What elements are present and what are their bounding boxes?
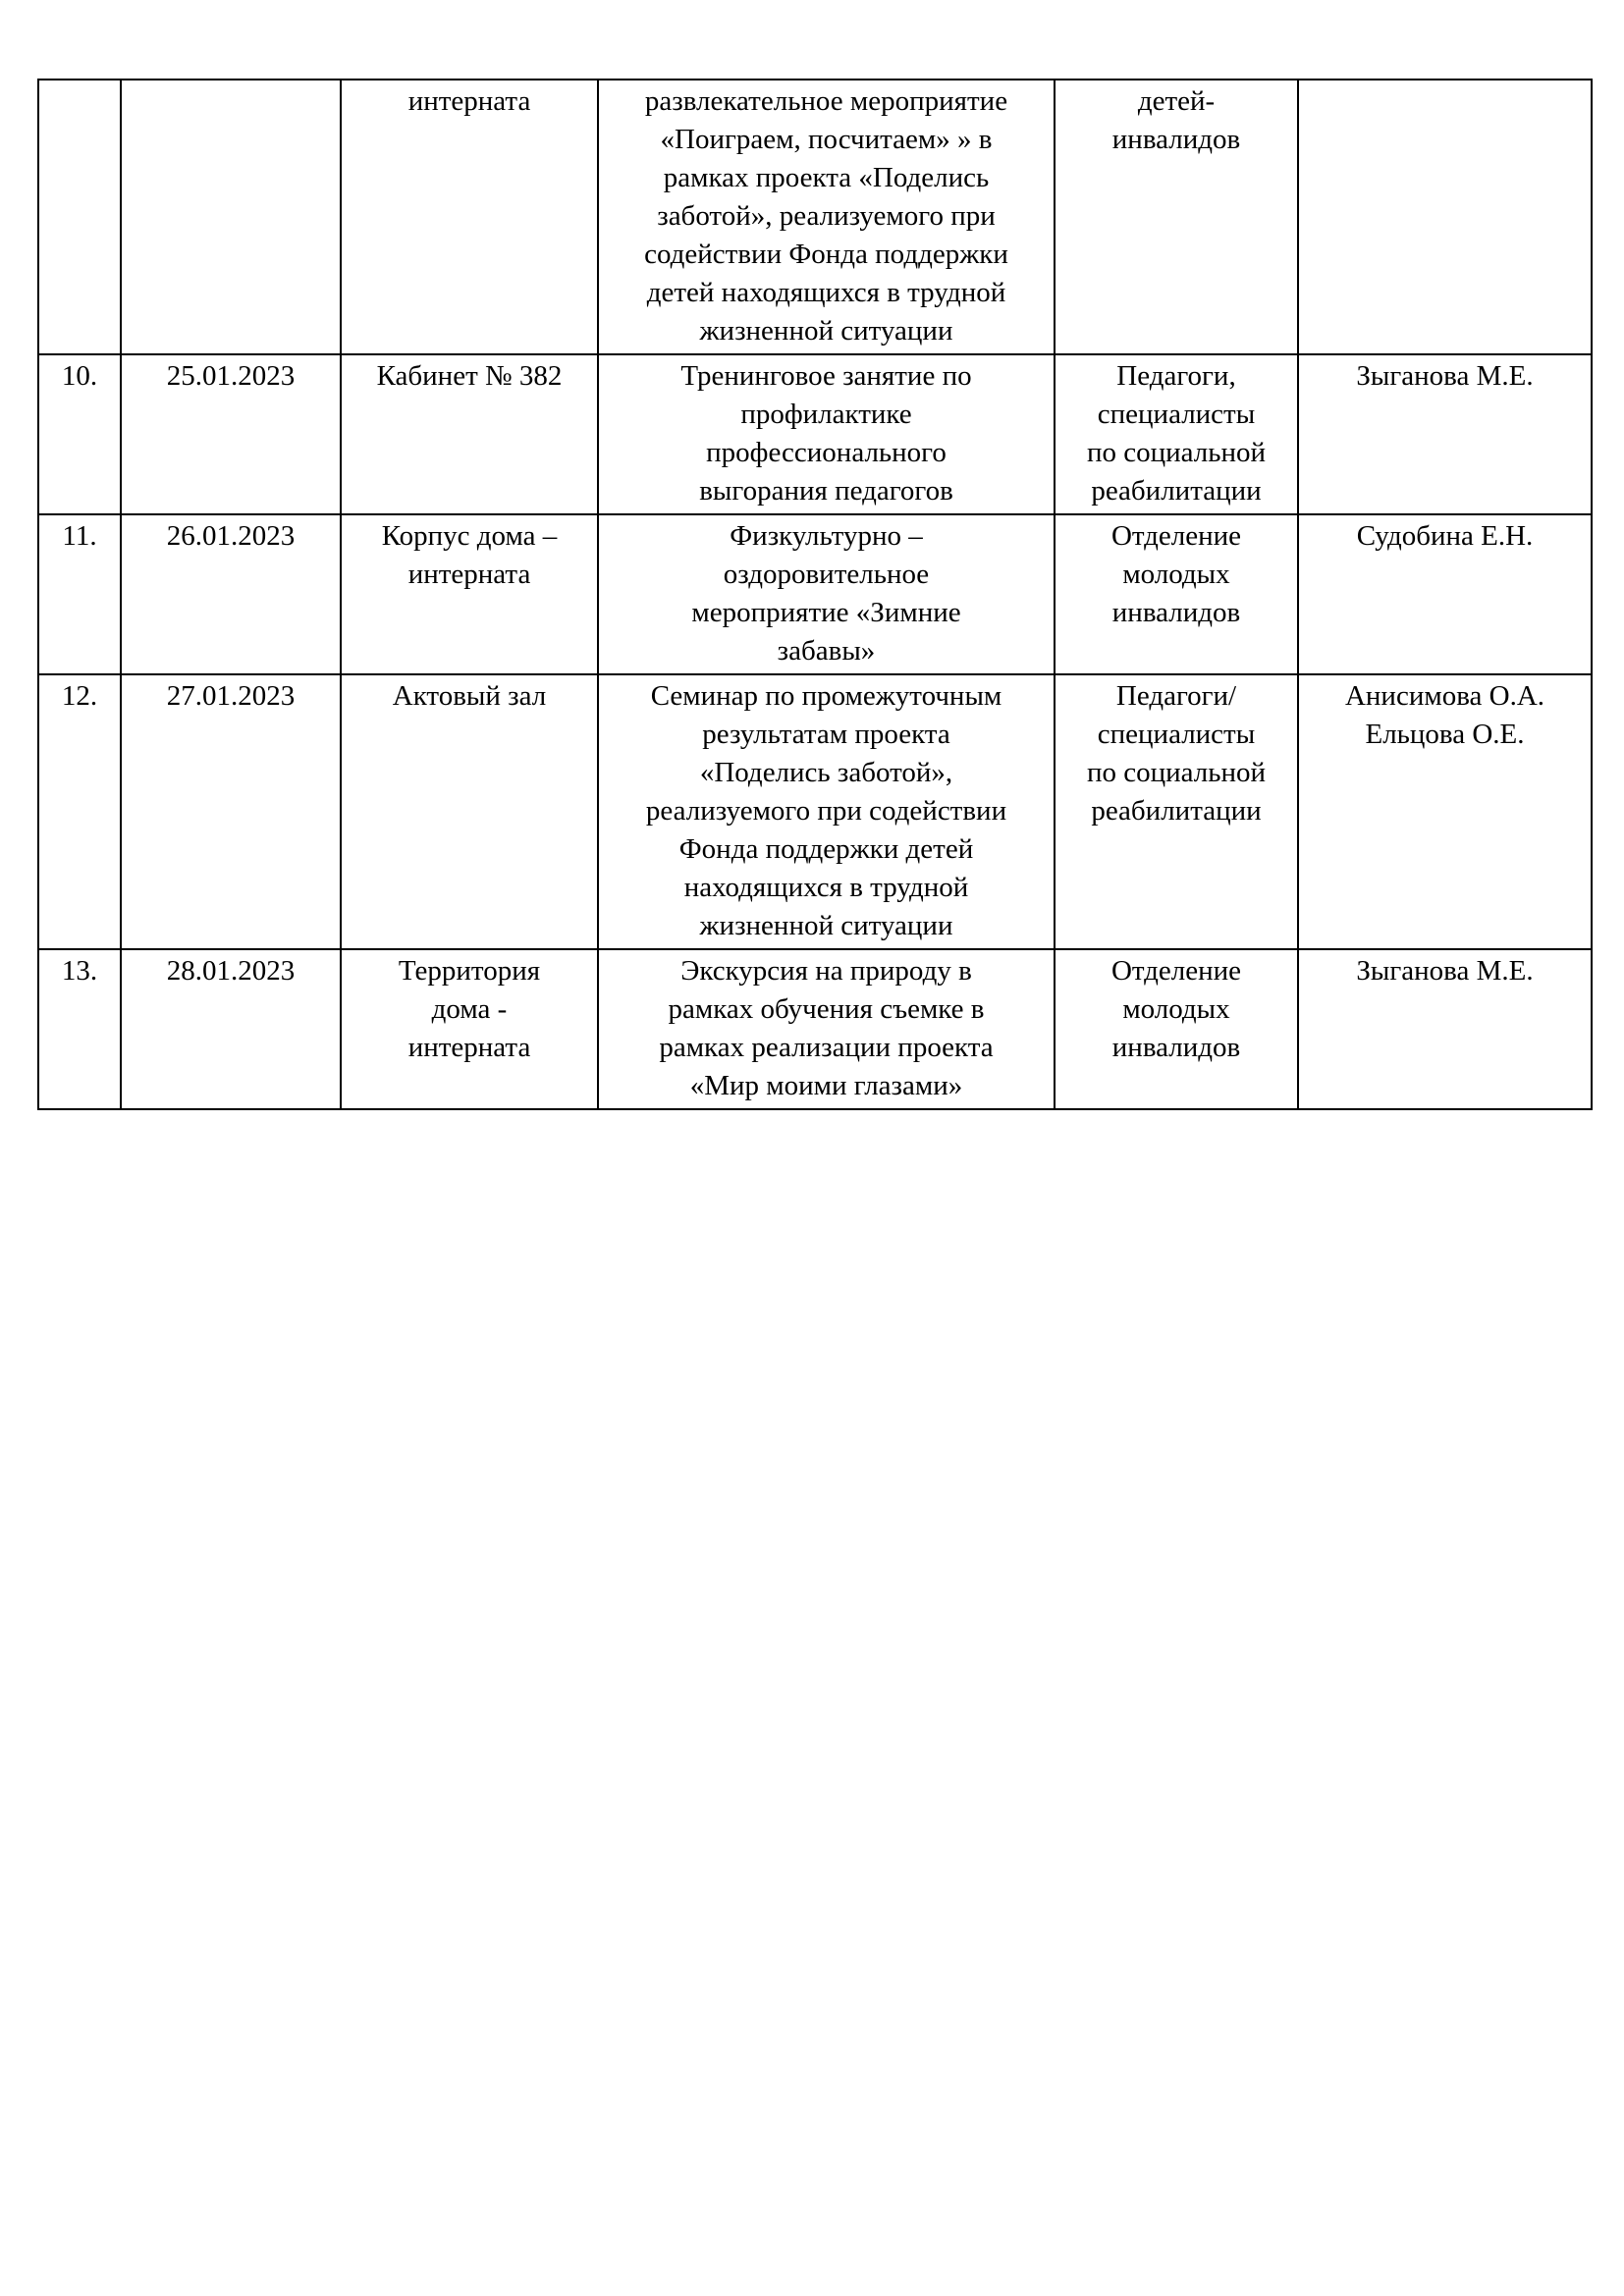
- responsible-cell: Судобина Е.Н.: [1298, 514, 1592, 674]
- date-cell: 27.01.2023: [121, 674, 341, 949]
- table-row: [38, 80, 1592, 354]
- event-cell: развлекательное мероприятие «Поиграем, посчитаем» » в рамках проекта «Поделись заботой», реализуемого при содействии Фонда поддержки детей находящихся в трудной жизненной ситуации: [598, 80, 1055, 354]
- responsible-cell: Зыганова М.Е.: [1298, 949, 1592, 1109]
- row-number-cell: 11.: [38, 514, 121, 674]
- events-schedule-table: [37, 79, 1593, 1110]
- date-cell: 26.01.2023: [121, 514, 341, 674]
- event-cell: Физкультурно – оздоровительное мероприятие «Зимние забавы»: [598, 514, 1055, 674]
- row-number-cell: 10.: [38, 354, 121, 514]
- table-row: [38, 949, 1592, 1109]
- responsible-cell: [1298, 80, 1592, 354]
- row-number-cell: [38, 80, 121, 354]
- event-cell: Экскурсия на природу в рамках обучения съемке в рамках реализации проекта «Мир моими глазами»: [598, 949, 1055, 1109]
- place-cell: Кабинет № 382: [341, 354, 598, 514]
- responsible-cell: Зыганова М.Е.: [1298, 354, 1592, 514]
- place-cell: Актовый зал: [341, 674, 598, 949]
- table-row: [38, 514, 1592, 674]
- audience-cell: детей- инвалидов: [1055, 80, 1298, 354]
- date-cell: 28.01.2023: [121, 949, 341, 1109]
- place-cell: интерната: [341, 80, 598, 354]
- table-body: [38, 80, 1592, 1109]
- audience-cell: Педагоги, специалисты по социальной реабилитации: [1055, 354, 1298, 514]
- table-row: [38, 674, 1592, 949]
- responsible-cell: Анисимова О.А. Ельцова О.Е.: [1298, 674, 1592, 949]
- row-number-cell: 12.: [38, 674, 121, 949]
- event-cell: Тренинговое занятие по профилактике профессионального выгорания педагогов: [598, 354, 1055, 514]
- date-cell: [121, 80, 341, 354]
- row-number-cell: 13.: [38, 949, 121, 1109]
- date-cell: 25.01.2023: [121, 354, 341, 514]
- place-cell: Территория дома - интерната: [341, 949, 598, 1109]
- table-row: [38, 354, 1592, 514]
- event-cell: Семинар по промежуточным результатам проекта «Поделись заботой», реализуемого при содействии Фонда поддержки детей находящихся в трудной жизненной ситуации: [598, 674, 1055, 949]
- audience-cell: Отделение молодых инвалидов: [1055, 949, 1298, 1109]
- audience-cell: Педагоги/ специалисты по социальной реабилитации: [1055, 674, 1298, 949]
- place-cell: Корпус дома – интерната: [341, 514, 598, 674]
- audience-cell: Отделение молодых инвалидов: [1055, 514, 1298, 674]
